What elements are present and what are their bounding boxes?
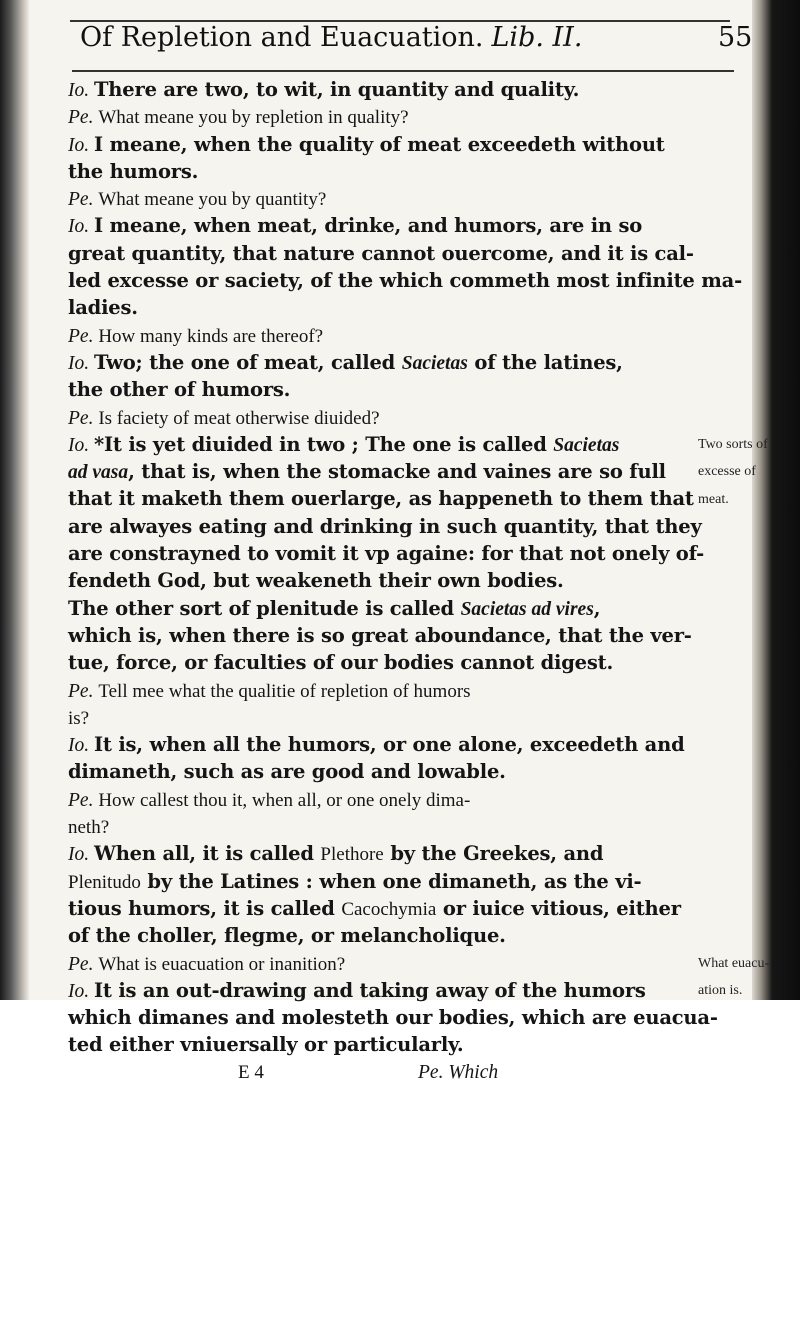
text-segment: by the Greekes, and [383, 842, 604, 866]
text-segment: What meane you by repletion in quality? [98, 107, 409, 129]
text-line [68, 431, 628, 458]
text-line [68, 977, 646, 1004]
text-line [68, 76, 628, 103]
text-line [68, 895, 681, 922]
text-segment: Pe. [68, 680, 99, 702]
text-line [68, 485, 694, 512]
text-segment: Pe. [68, 407, 99, 429]
text-line [68, 595, 628, 622]
text-segment: I meane, when the quality of meat exceedeth without [94, 132, 665, 156]
text-segment: the other of humors. [68, 378, 291, 402]
text-segment: ad vasa [68, 462, 129, 484]
text-segment: Cacochymia [341, 898, 437, 920]
text-line [68, 786, 628, 813]
margin-note: What euacu- [698, 955, 770, 971]
text-segment: Pe. [68, 953, 99, 975]
text-segment: Io. [68, 844, 94, 866]
text-line [68, 704, 628, 731]
text-segment: Pe. [68, 189, 99, 211]
text-segment: great quantity, that nature cannot ouercome, and it is cal- [68, 241, 694, 265]
text-segment: It is an out-drawing and taking away of the humors [94, 978, 646, 1002]
text-segment: Two; the one of meat, called [94, 350, 402, 374]
text-segment: Pe. [68, 107, 99, 129]
text-line [68, 349, 628, 376]
text-line [68, 922, 628, 949]
text-segment: Io. [68, 735, 94, 757]
book-number: Lib. II. [491, 22, 583, 53]
margin-note: excesse of [698, 464, 756, 480]
text-line [68, 103, 628, 130]
catchword: Pe. Which [418, 1061, 499, 1083]
margin-note: ation is. [698, 982, 743, 998]
text-segment: fendeth God, but weakeneth their own bodies. [68, 569, 564, 593]
text-segment: or iuice vitious, either [436, 896, 681, 920]
text-segment: tue, force, or faculties of our bodies cannot digest. [68, 651, 614, 675]
text-segment: neth? [68, 817, 110, 839]
text-line [68, 212, 643, 239]
signature-mark: E 4 [238, 1061, 264, 1083]
text-segment: Io. [68, 434, 94, 456]
text-line [68, 267, 742, 294]
text-line [68, 1031, 628, 1058]
dialogue-text [68, 76, 770, 1086]
text-segment: Sacietas ad vires [460, 598, 594, 620]
text-segment: Plethore [320, 844, 384, 866]
text-line [68, 567, 628, 594]
signature-line [68, 1059, 628, 1086]
text-segment: How callest thou it, when all, or one onely dima- [98, 789, 471, 811]
text-segment: that it maketh them ouerlarge, as happeneth to them that [68, 487, 694, 511]
page-edge-shadow [752, 0, 800, 1000]
text-line [68, 376, 628, 403]
text-segment: When all, it is called [94, 842, 321, 866]
text-segment: What meane you by quantity? [98, 189, 327, 211]
text-segment: of the choller, flegme, or melancholique. [68, 924, 506, 948]
text-line [68, 404, 628, 431]
text-line [68, 840, 628, 867]
text-segment: are alwayes eating and drinking in such quantity, that they [68, 514, 702, 538]
text-segment: Sacietas [553, 434, 620, 456]
text-segment: , that is, when the stomacke and vaines are so full [128, 460, 666, 484]
text-line [68, 813, 628, 840]
text-line [68, 868, 642, 895]
text-segment: dimaneth, such as are good and lowable. [68, 760, 506, 784]
running-head [80, 22, 582, 53]
running-head-title: Of Repletion and Euacuation. [80, 22, 484, 53]
text-segment: Io. [68, 80, 94, 101]
text-line [68, 1004, 718, 1031]
text-line [68, 758, 628, 785]
text-segment: Io. [68, 980, 94, 1002]
text-segment: The other sort of plenitude is called [68, 596, 461, 620]
text-segment: It is, when all the humors, or one alone, exceedeth and [94, 733, 685, 757]
page-number: 55 [718, 22, 753, 53]
text-segment: Io. [68, 134, 94, 156]
text-segment: How many kinds are thereof? [98, 325, 324, 347]
text-line [68, 322, 628, 349]
text-line [68, 131, 665, 158]
text-line [68, 649, 628, 676]
text-segment: , [593, 596, 601, 620]
text-segment: which dimanes and molesteth our bodies, which are euacua- [68, 1006, 718, 1030]
margin-note: Two sorts of [698, 436, 768, 452]
text-segment: Tell mee what the qualitie of repletion of humors [98, 680, 471, 702]
page-header [40, 22, 780, 66]
text-segment: the humors. [68, 159, 199, 183]
text-segment: ted either vniuersally or particularly. [68, 1033, 464, 1057]
text-segment: Io. [68, 352, 94, 374]
page-binding-shadow [0, 0, 30, 1000]
margin-note: meat. [698, 491, 729, 507]
text-segment: I meane, when meat, drinke, and humors, are in so [94, 214, 643, 238]
text-line [68, 158, 628, 185]
text-segment: is? [68, 707, 90, 729]
text-segment: Pe. [68, 325, 99, 347]
text-line [68, 950, 628, 977]
text-segment: of the latines, [467, 350, 623, 374]
text-segment: *It is yet diuided in two ; The one is called [94, 432, 554, 456]
text-segment: led excesse or saciety, of the which commeth most infinite ma- [68, 269, 742, 293]
text-line [68, 185, 628, 212]
text-segment: ladies. [68, 296, 138, 320]
text-line [68, 458, 666, 485]
text-line [68, 294, 628, 321]
text-line [68, 540, 704, 567]
text-segment: Pe. [68, 789, 99, 811]
text-segment: by the Latines : when one dimaneth, as the vi- [140, 869, 642, 893]
text-line [68, 622, 692, 649]
text-segment: which is, when there is so great aboundance, that the ver- [68, 623, 692, 647]
text-line [68, 240, 694, 267]
text-segment: are constrayned to vomit it vp againe: for that not onely of- [68, 542, 704, 566]
text-segment: tious humors, it is called [68, 896, 342, 920]
text-segment: What is euacuation or inanition? [98, 953, 346, 975]
text-segment: Sacietas [401, 352, 468, 374]
text-segment: Plenitudo [68, 871, 141, 893]
text-segment: Is faciety of meat otherwise diuided? [98, 407, 380, 429]
text-line [68, 731, 685, 758]
text-segment: There are two, to wit, in quantity and quality. [94, 78, 580, 101]
text-segment: Io. [68, 216, 94, 238]
header-rule [72, 70, 734, 72]
text-line [68, 677, 628, 704]
text-line [68, 513, 702, 540]
